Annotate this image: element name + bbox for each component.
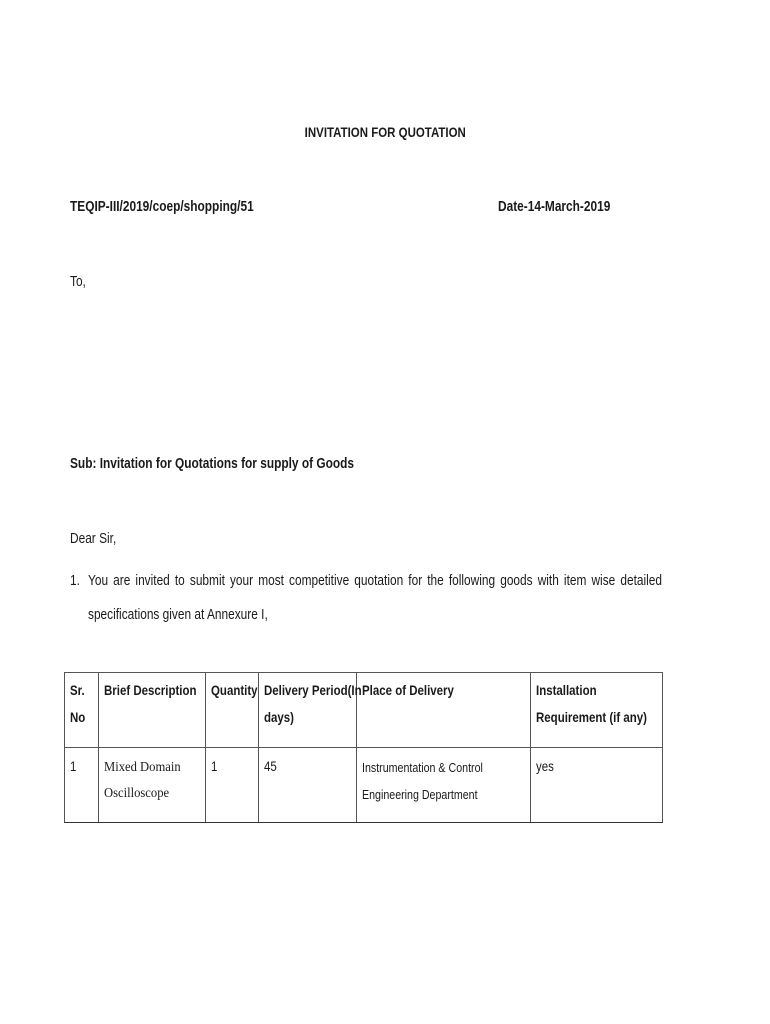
paragraph-number: 1. — [70, 573, 80, 589]
document-title: INVITATION FOR QUOTATION — [304, 124, 466, 140]
greeting: Dear Sir, — [70, 531, 117, 547]
header-sr-no: Sr. No — [65, 673, 99, 748]
header-place-of-delivery: Place of Delivery — [357, 673, 531, 748]
cell-installation: yes — [531, 748, 663, 823]
reference-number: TEQIP-III/2019/coep/shopping/51 — [70, 199, 254, 215]
cell-delivery-period: 45 — [259, 748, 357, 823]
table-header-row — [65, 673, 663, 748]
header-description: Brief Description — [99, 673, 206, 748]
cell-sr-no: 1 — [65, 748, 99, 823]
cell-place-of-delivery: Instrumentation & Control Engineering Department — [357, 748, 531, 823]
recipient-salutation: To, — [70, 274, 86, 290]
subject-line: Sub: Invitation for Quotations for supply of Goods — [70, 456, 355, 472]
header-installation: Installation Requirement (if any) — [531, 673, 663, 748]
cell-description: Mixed Domain Oscilloscope — [99, 748, 206, 823]
header-quantity: Quantity — [206, 673, 259, 748]
goods-table — [64, 672, 663, 823]
header-delivery-period: Delivery Period(In days) — [259, 673, 357, 748]
paragraph-line-1: You are invited to submit your most competitive quotation for the following goods with item wise detailed — [88, 573, 662, 589]
paragraph-line-2: specifications given at Annexure I, — [88, 607, 268, 623]
table-row — [65, 748, 663, 823]
document-date: Date-14-March-2019 — [498, 199, 611, 215]
cell-quantity: 1 — [206, 748, 259, 823]
